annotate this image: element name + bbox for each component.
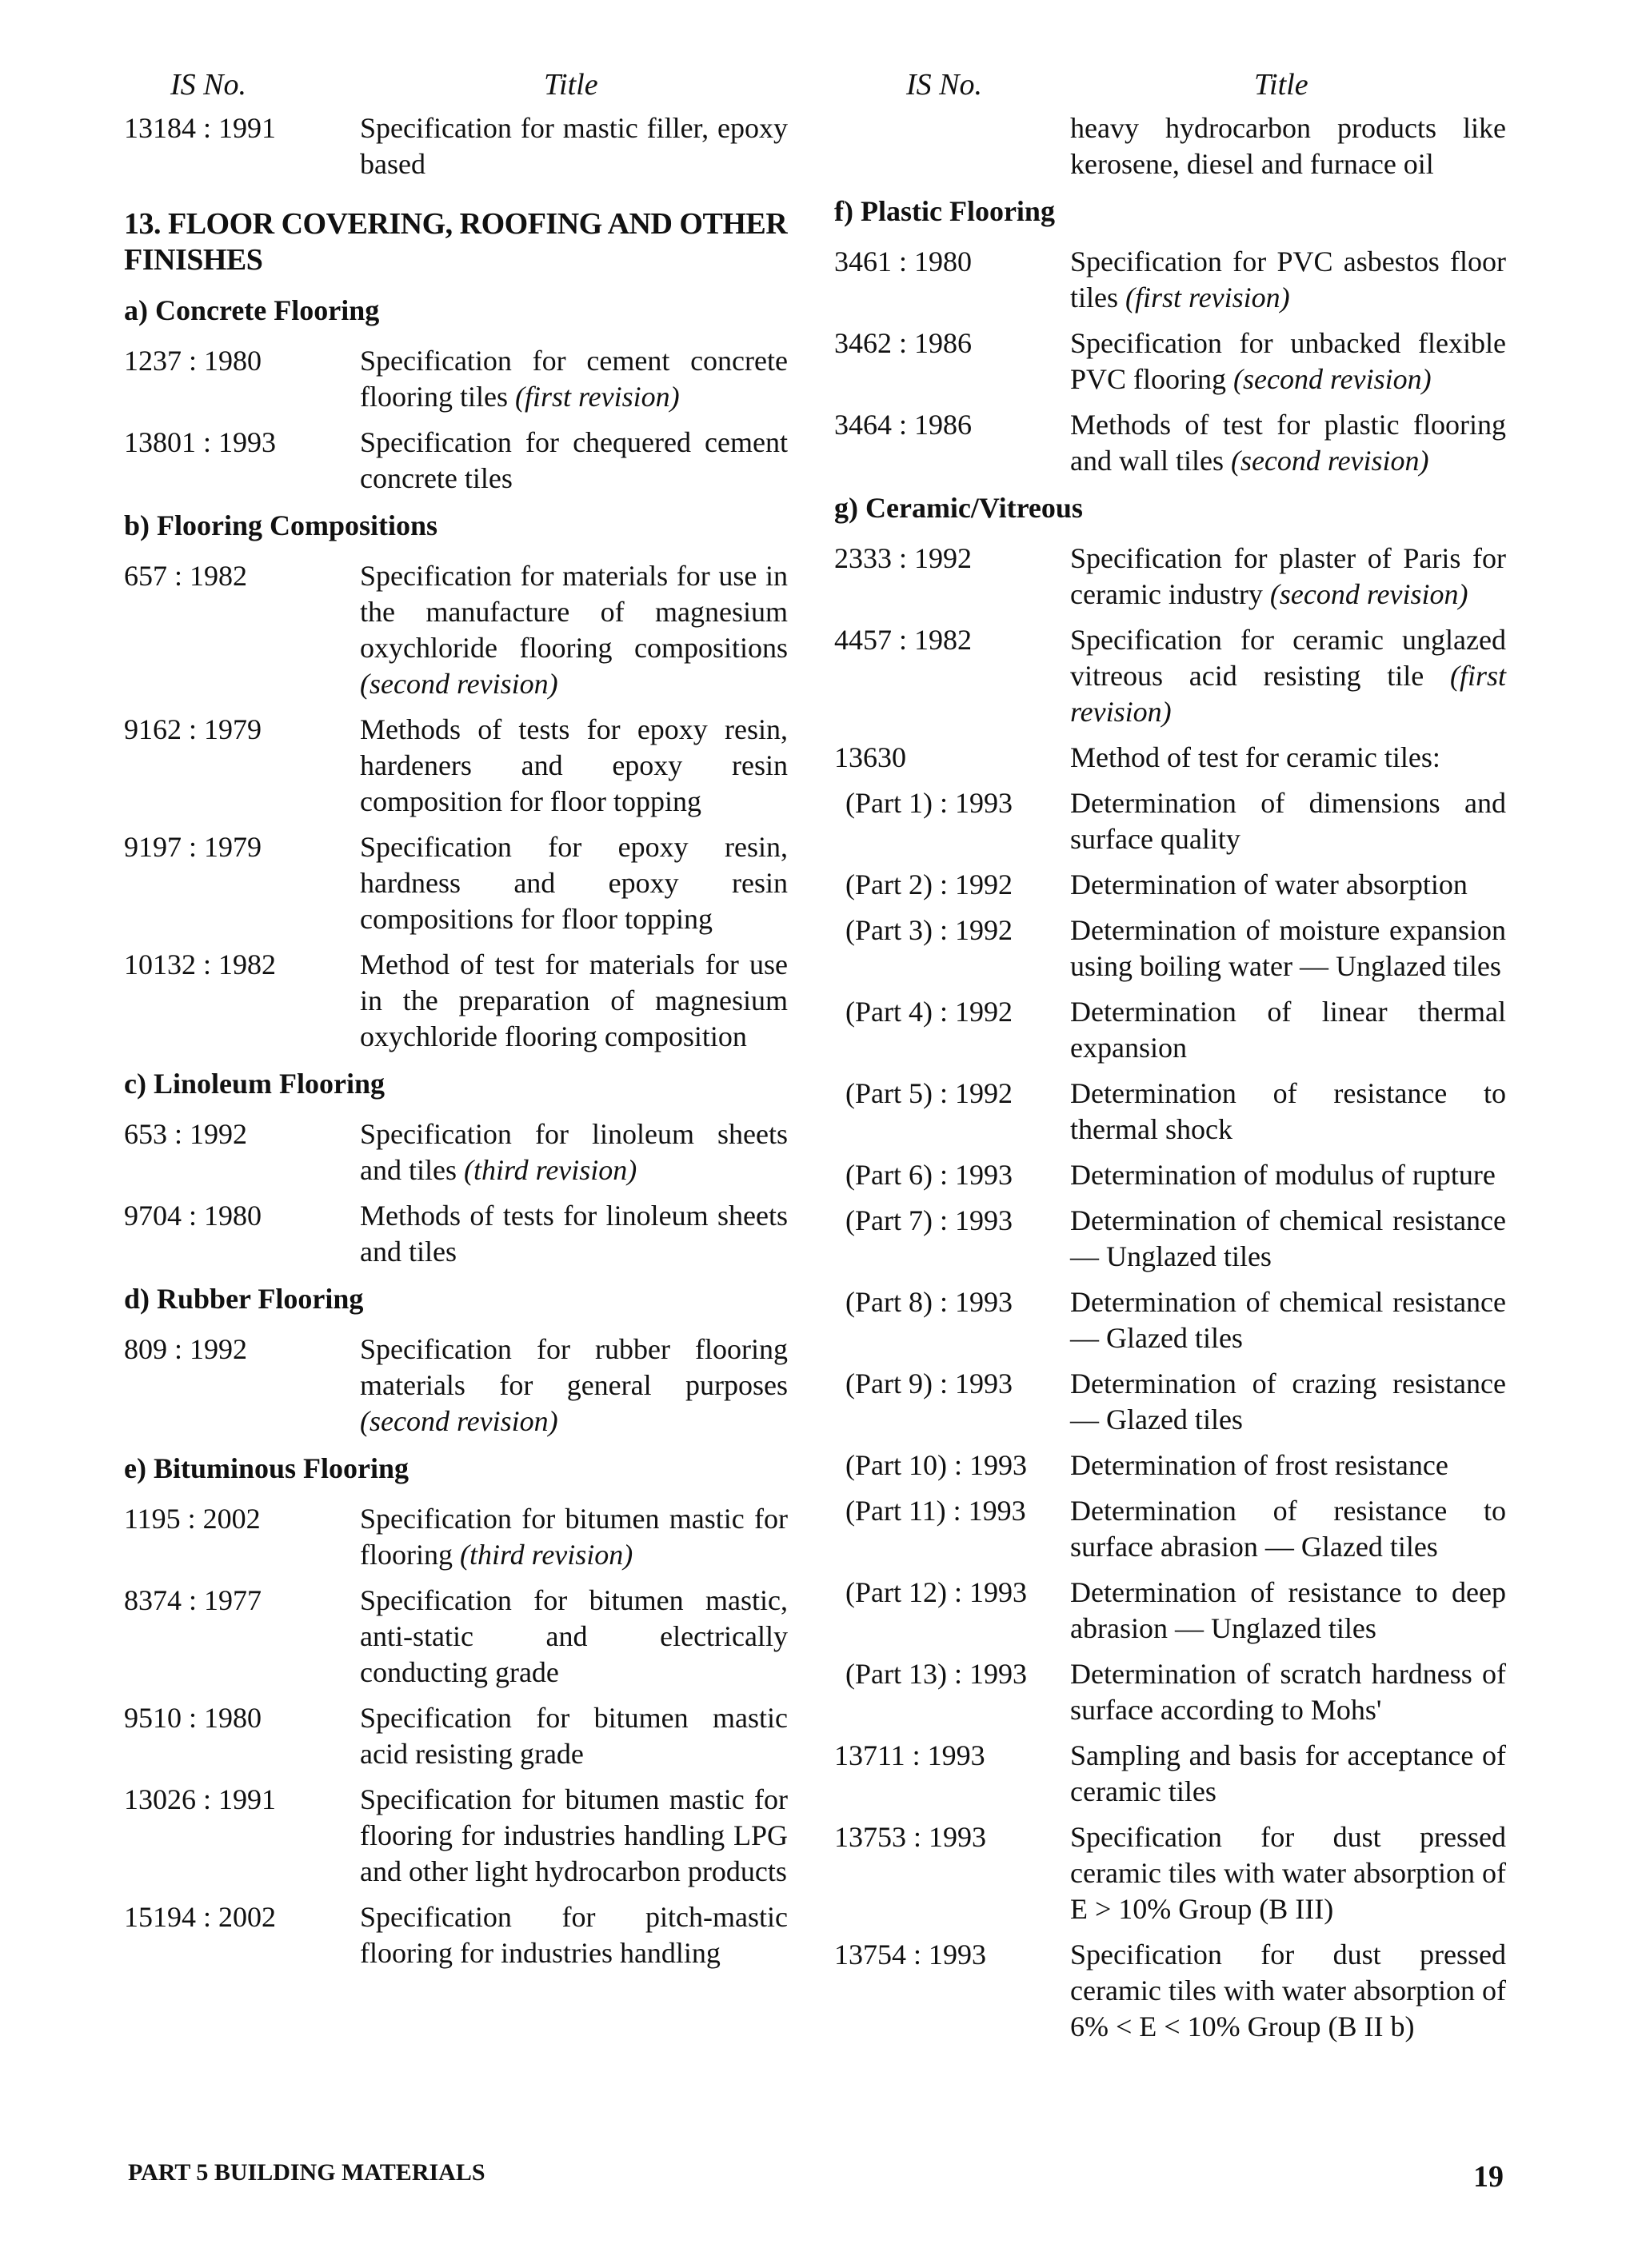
entry-title-block [1070,407,1506,479]
entry-title: Specification for chequered cement concrete tiles [360,426,788,494]
title-header: Title [544,68,598,102]
entry-title-block [360,1782,788,1890]
standard-entry [124,425,788,497]
is-number: (Part 2) : 1992 [845,868,1013,900]
entry-title: Sampling and basis for acceptance of ceramic tiles [1070,1739,1506,1807]
entry-title: Specification for ceramic unglazed vitreous acid resisting tile [1070,624,1506,692]
column-header [834,59,1506,110]
entry-title-block [360,425,788,497]
is-number: (Part 1) : 1993 [845,787,1013,819]
part-entry [834,1076,1506,1148]
entry-title-block [1070,1284,1506,1356]
is-number: 809 : 1992 [124,1333,248,1365]
part-entry [834,994,1506,1066]
standard-entry [124,947,788,1055]
entry-title-block [360,1583,788,1691]
entry-title-block [1070,244,1506,316]
is-number: 13026 : 1991 [124,1783,277,1815]
part-entry [834,1575,1506,1647]
entry-title-block [1070,785,1506,857]
entry-title-block [1070,867,1506,903]
subsection-heading: g) Ceramic/Vitreous [834,492,1083,524]
entry-title: heavy hydrocarbon products like kerosene, diesel and furnace oil [1070,112,1506,180]
is-number: 3462 : 1986 [834,327,973,359]
part-entry [834,1493,1506,1565]
is-number: 13184 : 1991 [124,112,277,144]
entry-title: Specification for unbacked flexible PVC flooring [1070,327,1506,395]
standard-entry [124,1583,788,1691]
entry-title: Determination of chemical resistance — Unglazed tiles [1070,1204,1506,1272]
entry-title: Specification for linoleum sheets and tiles [360,1118,788,1186]
entry-title: Specification for bitumen mastic for flooring for industries handling LPG and other light hydrocarbon products [360,1783,788,1887]
entry-title: Specification for mastic filler, epoxy based [360,112,788,180]
continued-entry [834,110,1506,182]
entry-title-block [1070,1738,1506,1810]
is-number: (Part 11) : 1993 [845,1495,1026,1527]
entry-title: Method of test for materials for use in the preparation of magnesium oxychloride flooring composition [360,948,788,1052]
is-number: 10132 : 1982 [124,948,277,980]
standards-list [124,1501,788,1971]
entry-title: Specification for dust pressed ceramic tiles with water absorption of 6% < E < 10% Group (B II b) [1070,1939,1506,2042]
is-number: 13753 : 1993 [834,1821,987,1853]
revision-note: (second revision) [1233,363,1432,395]
is-number: (Part 6) : 1993 [845,1159,1013,1191]
is-number: 9704 : 1980 [124,1200,262,1232]
entry-title-block [1070,1493,1506,1565]
standards-list [834,1738,1506,2045]
entry-title-block [1070,1157,1506,1193]
is-number: 1237 : 1980 [124,345,262,377]
entry-title-block [360,343,788,415]
standard-entry [124,558,788,702]
entry-title: Specification for materials for use in the manufacture of magnesium oxychloride flooring compositions [360,560,788,664]
entry-title: Determination of chemical resistance — Glazed tiles [1070,1286,1506,1354]
is-number: (Part 12) : 1993 [845,1576,1027,1608]
footer-part-label: PART 5 BUILDING MATERIALS [128,2159,485,2186]
subsection-heading: f) Plastic Flooring [834,195,1055,227]
part-entry [834,1203,1506,1275]
is-number: (Part 10) : 1993 [845,1449,1027,1481]
entry-title-block [360,1899,788,1971]
entry-title: Determination of scratch hardness of surface according to Mohs' [1070,1658,1506,1726]
part-entry [834,1284,1506,1356]
entry-title: Determination of resistance to thermal shock [1070,1077,1506,1145]
entry-title: Determination of moisture expansion using boiling water — Unglazed tiles [1070,914,1506,982]
entry-title-block [360,1700,788,1772]
entry-title-block [360,1501,788,1573]
standard-entry [124,1899,788,1971]
subsection-heading: a) Concrete Flooring [124,294,380,326]
part-entry [834,1656,1506,1728]
standards-list [834,244,1506,479]
revision-note: (second revision) [360,668,558,700]
is-number: (Part 5) : 1992 [845,1077,1013,1109]
entry-title-block [360,829,788,937]
standard-entry [124,829,788,937]
entry-title-block [1070,1819,1506,1927]
is-number: 657 : 1982 [124,560,248,592]
entry-title: Determination of dimensions and surface quality [1070,787,1506,855]
revision-note: (first revision) [514,381,680,413]
is-number: 3464 : 1986 [834,409,973,441]
left-column [124,59,788,1981]
standard-entry [124,712,788,820]
revision-note: (second revision) [1230,445,1429,477]
entry-title: Determination of resistance to deep abrasion — Unglazed tiles [1070,1576,1506,1644]
is-number: 653 : 1992 [124,1118,248,1150]
part-entry [834,912,1506,984]
part-entry [834,1157,1506,1193]
part-entry [834,785,1506,857]
standards-list [124,558,788,1055]
entry-title: Specification for bitumen mastic, anti-static and electrically conducting grade [360,1584,788,1688]
is-no-header: IS No. [170,68,246,102]
standard-entry [124,1116,788,1188]
entry-title-block [1070,1366,1506,1438]
entry-title: Methods of test for plastic flooring and wall tiles [1070,409,1506,477]
entry-title: Determination of modulus of rupture [1070,1159,1496,1191]
standards-list [124,1332,788,1439]
entry-title: Methods of tests for epoxy resin, hardeners and epoxy resin composition for floor topping [360,713,788,817]
is-number: (Part 13) : 1993 [845,1658,1027,1690]
entry-title-block [360,1116,788,1188]
entry-title: Specification for rubber flooring materials for general purposes [360,1333,788,1401]
right-column [834,59,1506,2054]
revision-note: (first revision) [1070,660,1506,728]
revision-note: (third revision) [463,1154,637,1186]
entry-title-block [1070,1575,1506,1647]
entry-title-block [1070,1203,1506,1275]
entry-title-block [360,1332,788,1439]
entry-title-block [1070,912,1506,984]
section-title: 13. FLOOR COVERING, ROOFING AND OTHER FINISHES [124,207,788,277]
is-number: 15194 : 2002 [124,1901,277,1933]
is-number: (Part 8) : 1993 [845,1286,1013,1318]
entry-title-block [360,110,788,182]
entry-title: Specification for PVC asbestos floor tiles [1070,246,1506,313]
entry-title-block [1070,325,1506,397]
standard-entry [124,1700,788,1772]
part-entry [834,1447,1506,1483]
standard-entry [834,622,1506,730]
is-number: 13711 : 1993 [834,1739,985,1771]
entry-title: Method of test for ceramic tiles: [1070,741,1440,773]
entry-title-block [1070,541,1506,613]
is-number: 13754 : 1993 [834,1939,987,1971]
standard-entry [834,1819,1506,1927]
standards-list [124,1116,788,1270]
is-number: 4457 : 1982 [834,624,973,656]
standard-entry [124,1501,788,1573]
standard-entry [124,110,788,182]
revision-note: (third revision) [459,1539,633,1571]
revision-note: (first revision) [1125,282,1290,313]
is-number: 2333 : 1992 [834,542,973,574]
is-number: 13630 [834,741,906,773]
is-number: 3461 : 1980 [834,246,973,278]
parts-list [834,785,1506,1728]
entry-title-block [1070,622,1506,730]
is-number: 9162 : 1979 [124,713,262,745]
entry-title-block [1070,994,1506,1066]
entry-title: Specification for epoxy resin, hardness and epoxy resin compositions for floor topping [360,831,788,935]
entry-title: Determination of water absorption [1070,868,1468,900]
entry-title: Methods of tests for linoleum sheets and tiles [360,1200,788,1268]
subsection-heading: b) Flooring Compositions [124,509,438,541]
standards-list [124,110,788,182]
standard-entry [834,1738,1506,1810]
standard-entry [124,1198,788,1270]
revision-note: (second revision) [360,1405,558,1437]
is-number: 8374 : 1977 [124,1584,262,1616]
entry-title-block [1070,1937,1506,2045]
entry-title-block [360,558,788,702]
is-number: 9197 : 1979 [124,831,262,863]
standard-entry [124,1332,788,1439]
is-number: (Part 3) : 1992 [845,914,1013,946]
standard-entry [834,541,1506,613]
standard-entry [834,740,1506,776]
entry-title: Specification for pitch-mastic flooring for industries handling [360,1901,788,1969]
is-number: 1195 : 2002 [124,1503,261,1535]
entry-title: Determination of resistance to surface abrasion — Glazed tiles [1070,1495,1506,1563]
revision-note: (second revision) [1269,578,1468,610]
standard-entry [834,1937,1506,2045]
standard-entry [834,244,1506,316]
part-entry [834,1366,1506,1438]
entry-title: Determination of linear thermal expansion [1070,996,1506,1064]
part-entry [834,867,1506,903]
standards-list [124,343,788,497]
is-number: 9510 : 1980 [124,1702,262,1734]
subsection-heading: c) Linoleum Flooring [124,1068,385,1100]
entry-title-block [360,712,788,820]
is-number: 13801 : 1993 [124,426,277,458]
entry-title: Specification for bitumen mastic acid resisting grade [360,1702,788,1770]
entry-title: Determination of frost resistance [1070,1449,1448,1481]
standard-entry [124,343,788,415]
entry-title: Specification for dust pressed ceramic tiles with water absorption of E > 10% Group (B III) [1070,1821,1506,1925]
title-header: Title [1254,68,1308,102]
entry-title: Determination of crazing resistance — Glazed tiles [1070,1368,1506,1435]
standard-entry [834,325,1506,397]
page-number: 19 [1473,2160,1504,2194]
entry-title: Specification for cement concrete flooring tiles [360,345,788,413]
standard-entry [124,1782,788,1890]
entry-title-block [360,1198,788,1270]
subsection-heading: d) Rubber Flooring [124,1283,364,1315]
column-header [124,59,788,110]
standard-entry [834,407,1506,479]
entry-title-block [1070,1656,1506,1728]
entry-title-block [1070,1076,1506,1148]
is-no-header: IS No. [906,68,982,102]
is-number: (Part 7) : 1993 [845,1204,1013,1236]
is-number: (Part 4) : 1992 [845,996,1013,1028]
entry-title: Specification for plaster of Paris for ceramic industry [1070,542,1506,610]
entry-title-block [360,947,788,1055]
standards-list [834,541,1506,776]
entry-title-block [1070,740,1506,776]
is-number: (Part 9) : 1993 [845,1368,1013,1400]
entry-title-block [1070,1447,1506,1483]
entry-title: Specification for bitumen mastic for flooring [360,1503,788,1571]
subsection-heading: e) Bituminous Flooring [124,1452,410,1484]
